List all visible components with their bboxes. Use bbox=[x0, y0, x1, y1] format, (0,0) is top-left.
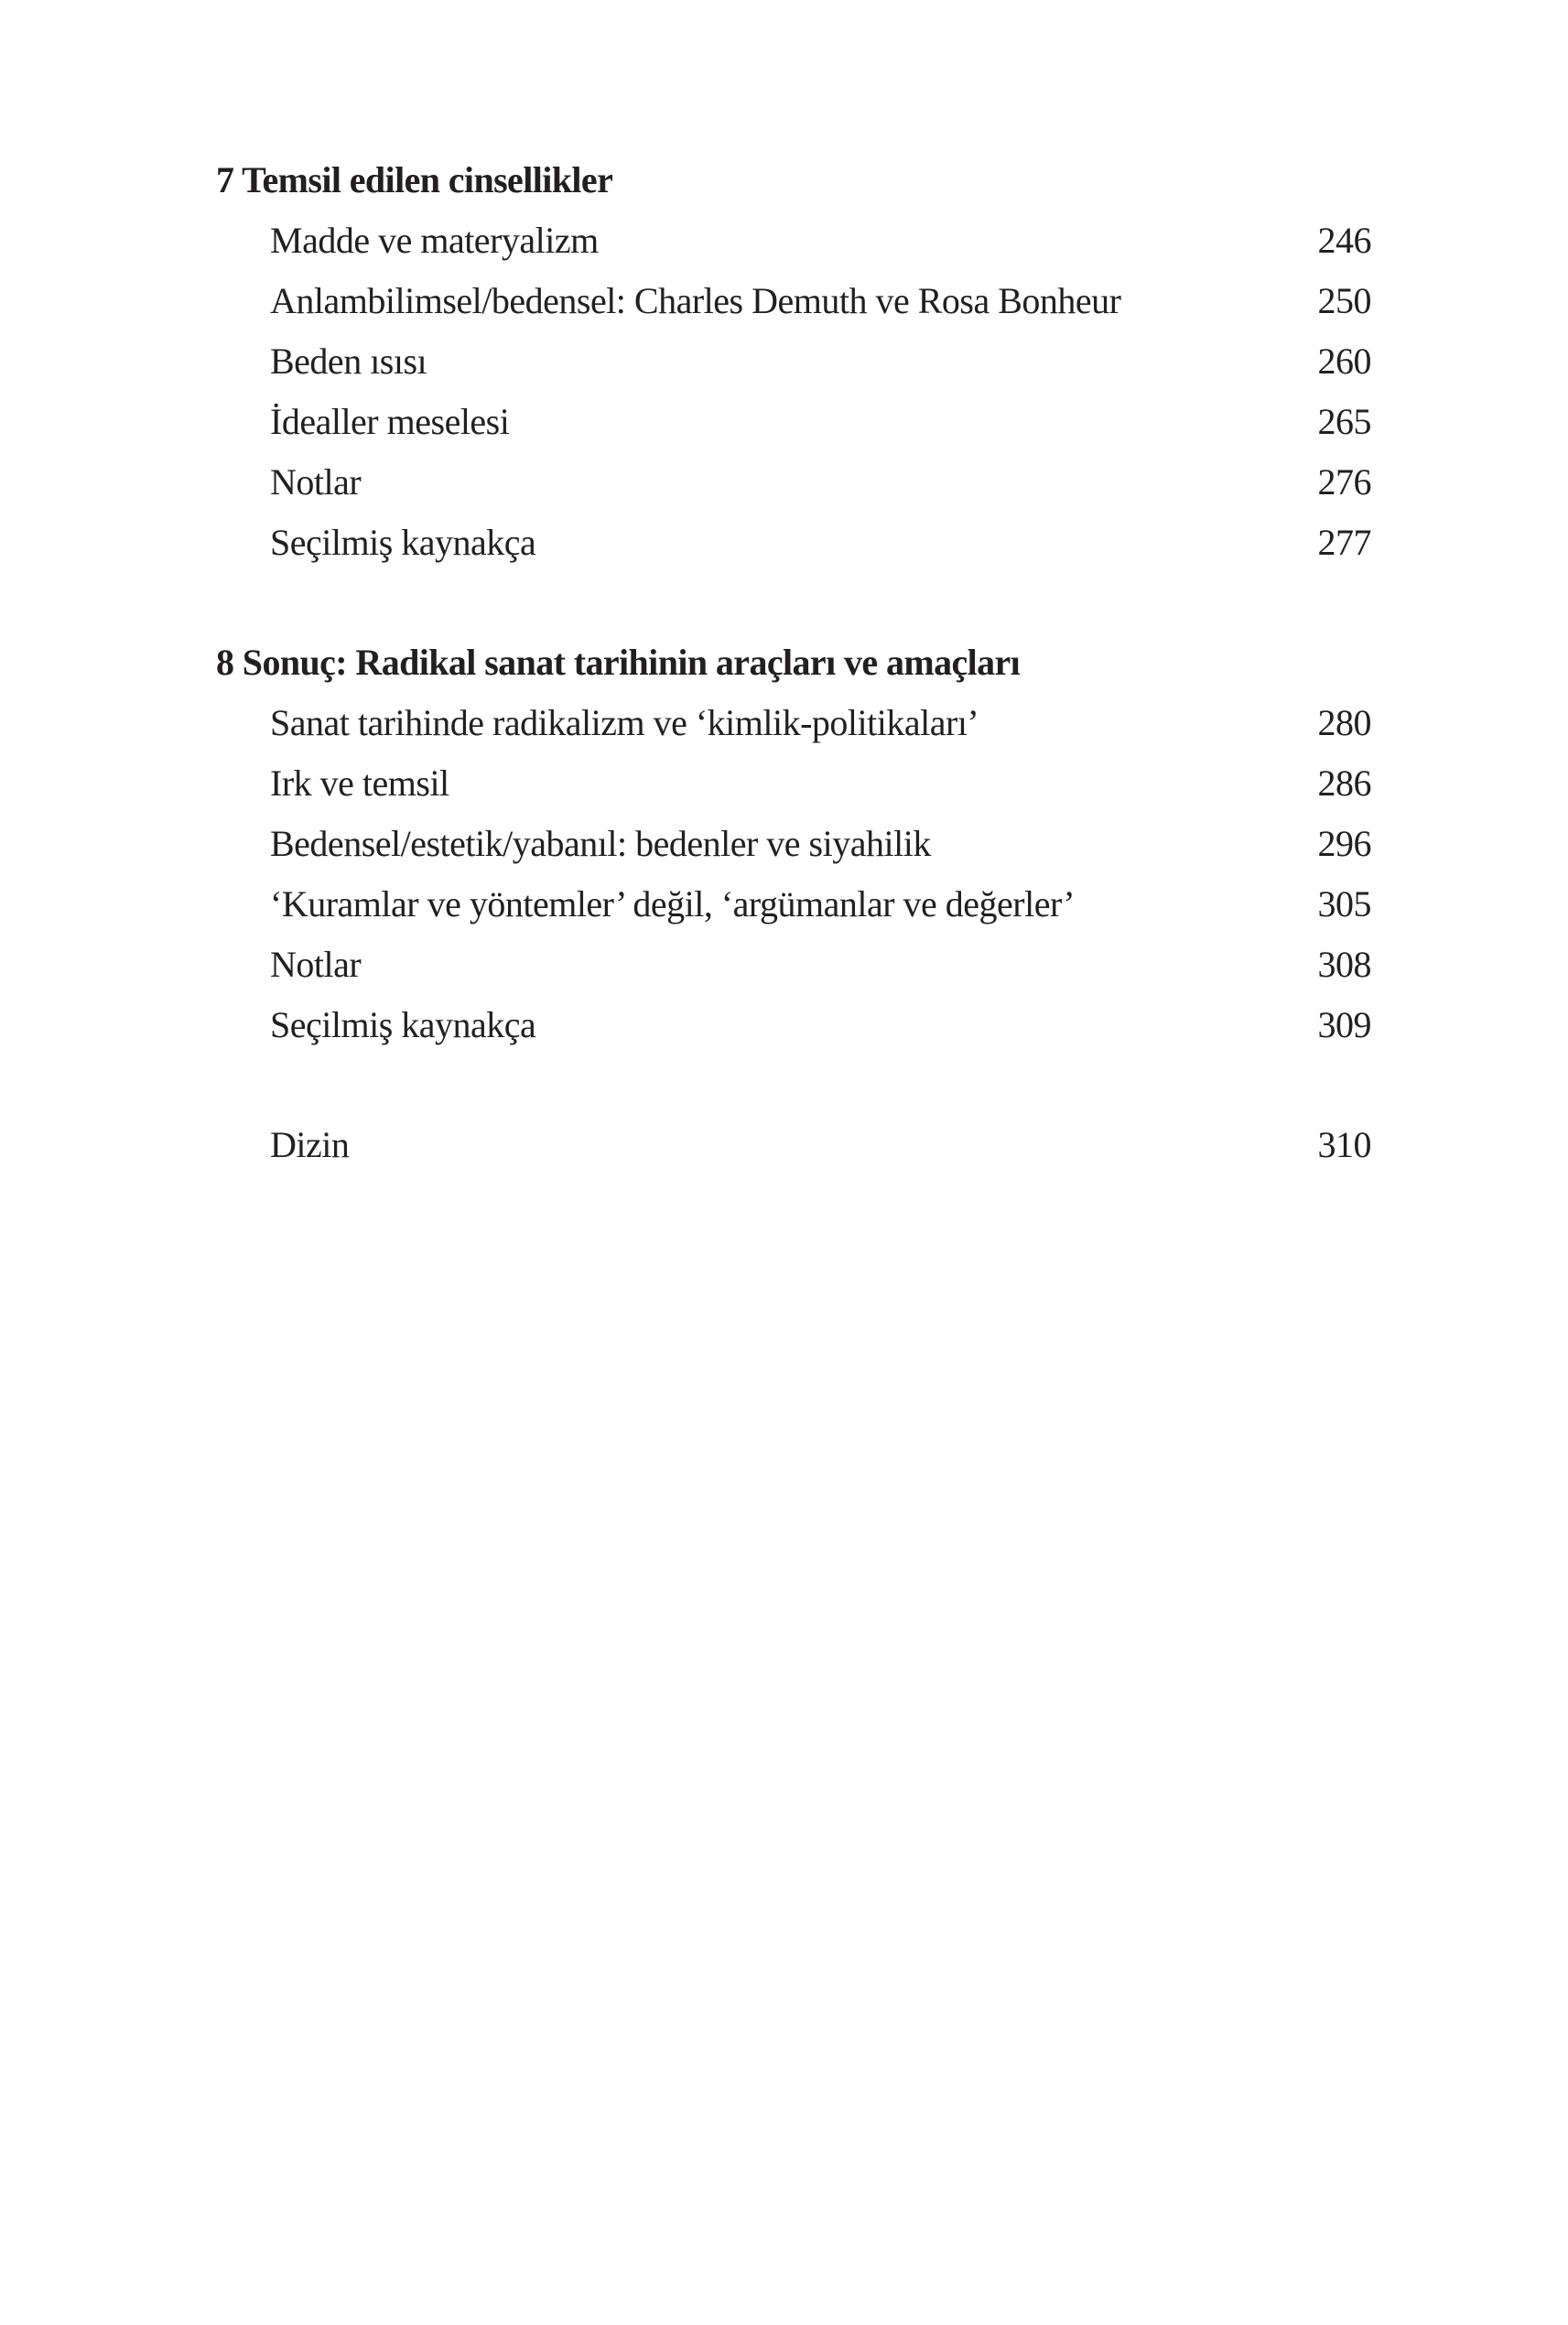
toc-entry-label: Sanat tarihinde radikalizm ve ‘kimlik-politikaları’ bbox=[270, 702, 979, 743]
toc-entry-page: 265 bbox=[1317, 401, 1371, 442]
toc-entry-label: Notlar bbox=[270, 461, 362, 503]
toc-entry[interactable] bbox=[0, 392, 1568, 452]
toc-entry[interactable] bbox=[0, 995, 1568, 1055]
section-heading bbox=[0, 633, 1568, 693]
toc-entry-label: Notlar bbox=[270, 944, 362, 985]
toc-entry-page: 250 bbox=[1317, 280, 1371, 321]
toc-entry-label: Beden ısısı bbox=[270, 341, 427, 382]
section-heading bbox=[0, 150, 1568, 211]
toc-entry-page: 246 bbox=[1317, 220, 1371, 261]
toc-entry[interactable] bbox=[0, 814, 1568, 874]
toc-entry[interactable] bbox=[0, 935, 1568, 995]
toc-entry-label: Dizin bbox=[270, 1124, 350, 1165]
toc-entry-page: 310 bbox=[1317, 1124, 1371, 1165]
toc-entry-page: 286 bbox=[1317, 762, 1371, 804]
toc-entry[interactable] bbox=[0, 271, 1568, 331]
toc-entry-label: İdealler meselesi bbox=[270, 401, 510, 442]
toc-entry-page: 276 bbox=[1317, 461, 1371, 503]
toc-entry-page: 309 bbox=[1317, 1004, 1371, 1045]
toc-entry-label: Seçilmiş kaynakça bbox=[270, 522, 536, 563]
toc-entry-label: ‘Kuramlar ve yöntemler’ değil, ‘argümanlar ve değerler’ bbox=[270, 883, 1076, 925]
toc-entry-page: 296 bbox=[1317, 823, 1371, 864]
toc-entry-page: 277 bbox=[1317, 522, 1371, 563]
toc-entry-label: Bedensel/estetik/yabanıl: bedenler ve siyahilik bbox=[270, 823, 931, 864]
toc-entry-page: 260 bbox=[1317, 341, 1371, 382]
toc-entry-label: Irk ve temsil bbox=[270, 762, 449, 804]
toc-entry[interactable] bbox=[0, 211, 1568, 271]
toc-entry[interactable] bbox=[0, 693, 1568, 753]
toc-entry-label: Seçilmiş kaynakça bbox=[270, 1004, 536, 1045]
toc-entry-index[interactable] bbox=[0, 1115, 1568, 1175]
section-title: 7 Temsil edilen cinsellikler bbox=[216, 159, 613, 200]
toc-entry-page: 308 bbox=[1317, 944, 1371, 985]
toc-entry[interactable] bbox=[0, 452, 1568, 513]
toc-entry-label: Anlambilimsel/bedensel: Charles Demuth ve Rosa Bonheur bbox=[270, 280, 1121, 321]
toc-entry-label: Madde ve materyalizm bbox=[270, 220, 599, 261]
toc-entry[interactable] bbox=[0, 874, 1568, 935]
section-title: 8 Sonuç: Radikal sanat tarihinin araçları ve amaçları bbox=[216, 642, 1021, 683]
toc-entry[interactable] bbox=[0, 331, 1568, 392]
toc-entry[interactable] bbox=[0, 513, 1568, 573]
toc-entry-page: 280 bbox=[1317, 702, 1371, 743]
toc-entry[interactable] bbox=[0, 753, 1568, 814]
toc-entry-page: 305 bbox=[1317, 883, 1371, 925]
